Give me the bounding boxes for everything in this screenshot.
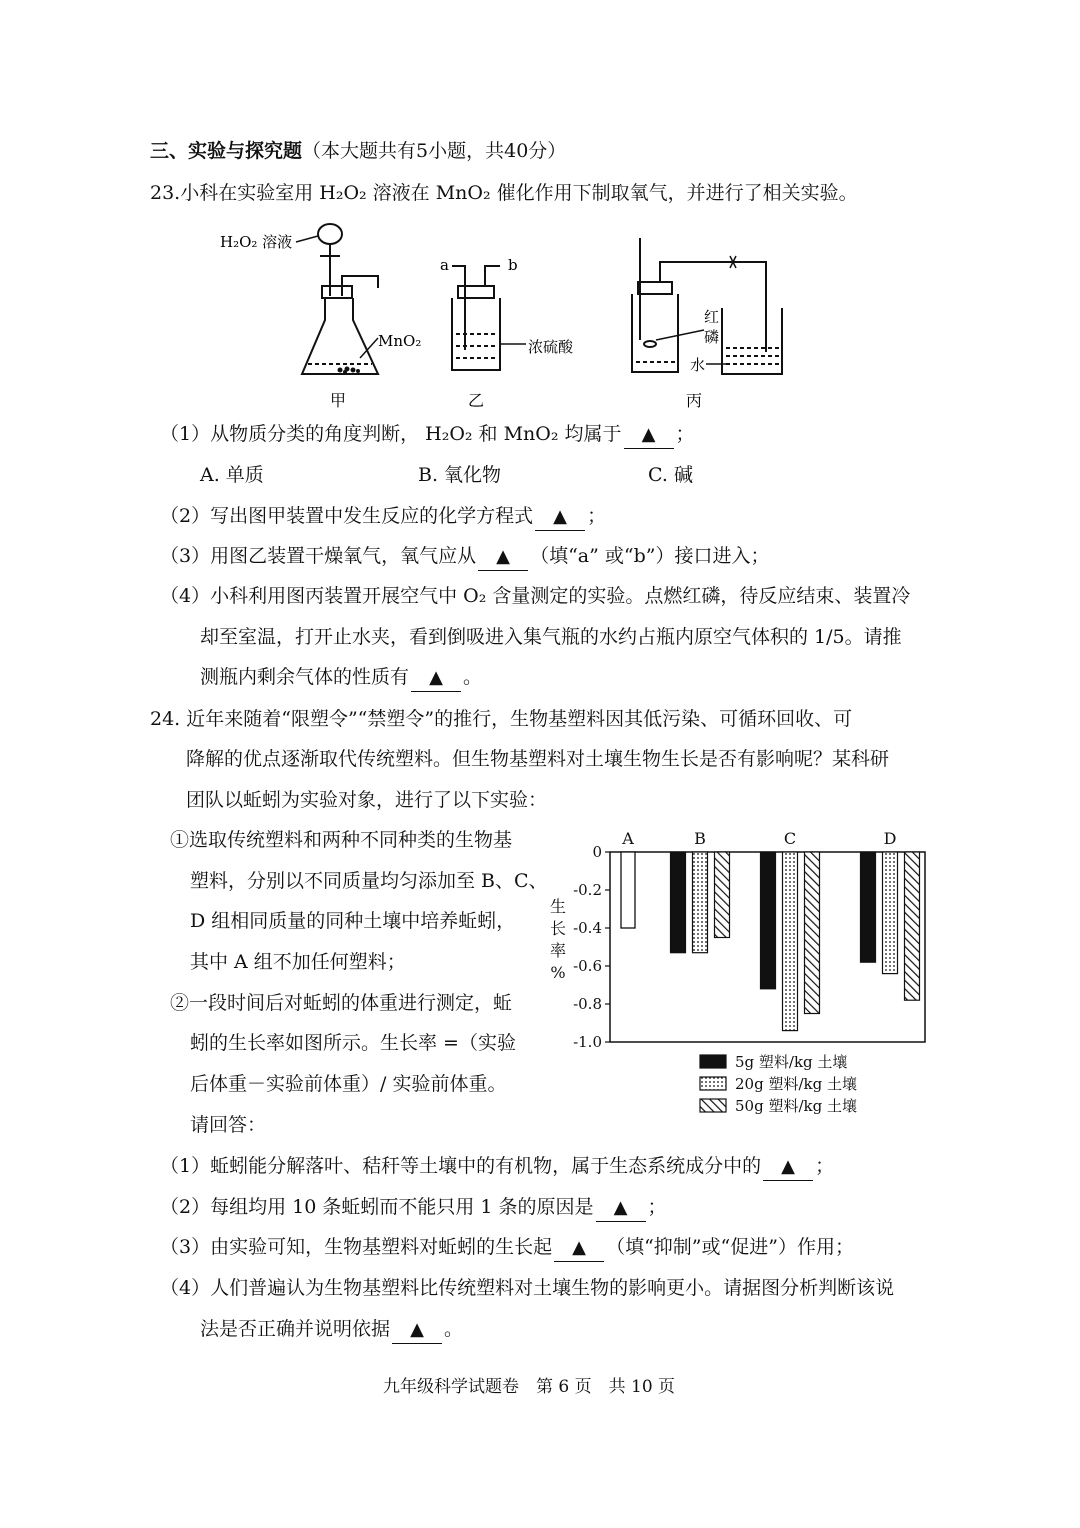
category-label: C <box>783 829 797 848</box>
label-lin: 磷 <box>704 328 720 346</box>
category-label: D <box>883 829 897 848</box>
q24-step1-line4: 其中 A 组不加任何塑料； <box>190 951 406 973</box>
label-acid: 浓硫酸 <box>528 338 574 356</box>
page-footer: 九年级科学试题卷 第 6 页 共 10 页 <box>383 1377 676 1397</box>
y-tick-label: 0 <box>592 843 602 861</box>
legend-label: 20g 塑料/kg 土壤 <box>735 1075 857 1093</box>
q24-p2: （2）每组均用 10 条蚯蚓而不能只用 1 条的原因是 ▲ ； <box>160 1194 667 1222</box>
q23-p4-line2: 却至室温，打开止水夹，看到倒吸进入集气瓶的水约占瓶内原空气体积的 1/5。请推 <box>200 626 902 648</box>
growth-rate-chart <box>540 820 940 1120</box>
answer-blank[interactable]: ▲ <box>763 1153 813 1181</box>
bar-D-hatched <box>905 852 920 1000</box>
answer-blank[interactable]: ▲ <box>624 421 674 449</box>
bar-C-solid <box>761 852 776 989</box>
caption-jia: 甲 <box>330 391 347 410</box>
y-axis-label: % <box>550 963 566 982</box>
answer-blank[interactable]: ▲ <box>478 543 528 571</box>
q24-p4-line1: （4）人们普遍认为生物基塑料比传统塑料对土壤生物的影响更小。请据图分析判断该说 <box>160 1277 895 1299</box>
bar-B-hatched <box>715 852 730 938</box>
legend-label: 50g 塑料/kg 土壤 <box>735 1097 857 1115</box>
q23-p4-line1: （4）小科利用图丙装置开展空气中 O₂ 含量测定的实验。点燃红磷，待反应结束、装置冷 <box>160 585 911 607</box>
q23-option-a: A. 单质 <box>200 464 264 486</box>
bar-A-control <box>621 852 635 928</box>
y-tick-label: -0.6 <box>573 957 602 975</box>
q24-step2-line2: 蚓的生长率如图所示。生长率 =（实验 <box>190 1032 516 1054</box>
label-a: a <box>440 256 449 274</box>
q23-p3: （3）用图乙装置干燥氧气，氧气应从 ▲ （填“a” 或“b”）接口进入； <box>160 543 769 571</box>
y-tick-label: -0.8 <box>573 995 602 1013</box>
y-axis-label: 生 <box>549 897 567 916</box>
q24-step1-line2: 塑料，分别以不同质量均匀添加至 B、C、 <box>190 870 548 892</box>
section-title: 三、实验与探究题 <box>150 140 303 162</box>
q23-stem: 23.小科在实验室用 H₂O₂ 溶液在 MnO₂ 催化作用下制取氧气，并进行了相关实验。 <box>150 182 858 204</box>
label-b: b <box>508 256 518 274</box>
apparatus-yi <box>452 266 526 370</box>
q24-p1: （1）蚯蚓能分解落叶、秸秆等土壤中的有机物，属于生态系统成分中的 ▲ ； <box>160 1153 834 1181</box>
q23-option-c: C. 碱 <box>648 464 693 486</box>
q23-p1: （1）从物质分类的角度判断， H₂O₂ 和 MnO₂ 均属于 ▲ ； <box>160 421 695 449</box>
legend-swatch <box>700 1099 726 1112</box>
answer-blank[interactable]: ▲ <box>554 1234 604 1262</box>
caption-bing: 丙 <box>686 391 703 410</box>
q24-step2-line1: ②一段时间后对蚯蚓的体重进行测定，蚯 <box>170 992 513 1014</box>
q23-option-b: B. 氧化物 <box>418 464 502 486</box>
apparatus-bing <box>632 238 782 374</box>
q24-stem-2: 降解的优点逐渐取代传统塑料。但生物基塑料对土壤生物生长是否有影响呢？某科研 <box>186 748 890 770</box>
mno2-powder <box>338 367 361 375</box>
legend-swatch <box>700 1077 726 1090</box>
bar-C-dotted <box>783 852 798 1031</box>
answer-blank[interactable]: ▲ <box>392 1316 442 1344</box>
label-water: 水 <box>690 356 706 374</box>
q23-p2: （2）写出图甲装置中发生反应的化学方程式 ▲ ； <box>160 503 606 531</box>
q24-p4-line2: 法是否正确并说明依据 ▲ 。 <box>200 1316 463 1344</box>
category-label: A <box>622 829 634 848</box>
q24-p3: （3）由实验可知，生物基塑料对蚯蚓的生长起 ▲ （填“抑制”或“促进”）作用； <box>160 1234 854 1262</box>
legend-label: 5g 塑料/kg 土壤 <box>735 1053 848 1071</box>
q23-p4-line3: 测瓶内剩余气体的性质有 ▲ 。 <box>200 664 482 692</box>
y-axis-label: 长 <box>549 919 567 938</box>
bar-C-hatched <box>805 852 820 1014</box>
section-note: （本大题共有5小题，共40分） <box>302 140 567 162</box>
q24-stem-3: 团队以蚯蚓为实验对象，进行了以下实验： <box>186 789 548 811</box>
bar-D-solid <box>861 852 876 962</box>
q24-ask: 请回答： <box>190 1114 267 1136</box>
answer-blank[interactable]: ▲ <box>411 664 461 692</box>
bar-B-solid <box>671 852 686 953</box>
q24-stem-1: 24. 近年来随着“限塑令”“禁塑令”的推行，生物基塑料因其低污染、可循环回收、可 <box>150 708 853 730</box>
section-heading <box>150 138 566 164</box>
answer-blank[interactable]: ▲ <box>535 503 585 531</box>
bar-B-dotted <box>693 852 708 953</box>
y-tick-label: -0.4 <box>573 919 602 937</box>
caption-yi: 乙 <box>468 391 485 410</box>
q24-step1-line3: D 组相同质量的同种土壤中培养蚯蚓， <box>190 910 516 932</box>
category-label: B <box>694 829 706 848</box>
label-h2o2: H₂O₂ 溶液 <box>220 233 293 251</box>
y-tick-label: -0.2 <box>573 881 602 899</box>
q24-step2-line3: 后体重－实验前体重）/ 实验前体重。 <box>190 1073 507 1095</box>
q24-step1-line1: ①选取传统塑料和两种不同种类的生物基 <box>170 829 513 851</box>
label-mno2: MnO₂ <box>378 332 422 350</box>
y-axis-label: 率 <box>549 941 567 960</box>
answer-blank[interactable]: ▲ <box>596 1194 646 1222</box>
bar-D-dotted <box>883 852 898 974</box>
q23-apparatus-figure <box>200 222 820 412</box>
legend-swatch <box>700 1055 726 1068</box>
y-tick-label: -1.0 <box>573 1033 602 1051</box>
label-hong: 红 <box>704 308 720 326</box>
